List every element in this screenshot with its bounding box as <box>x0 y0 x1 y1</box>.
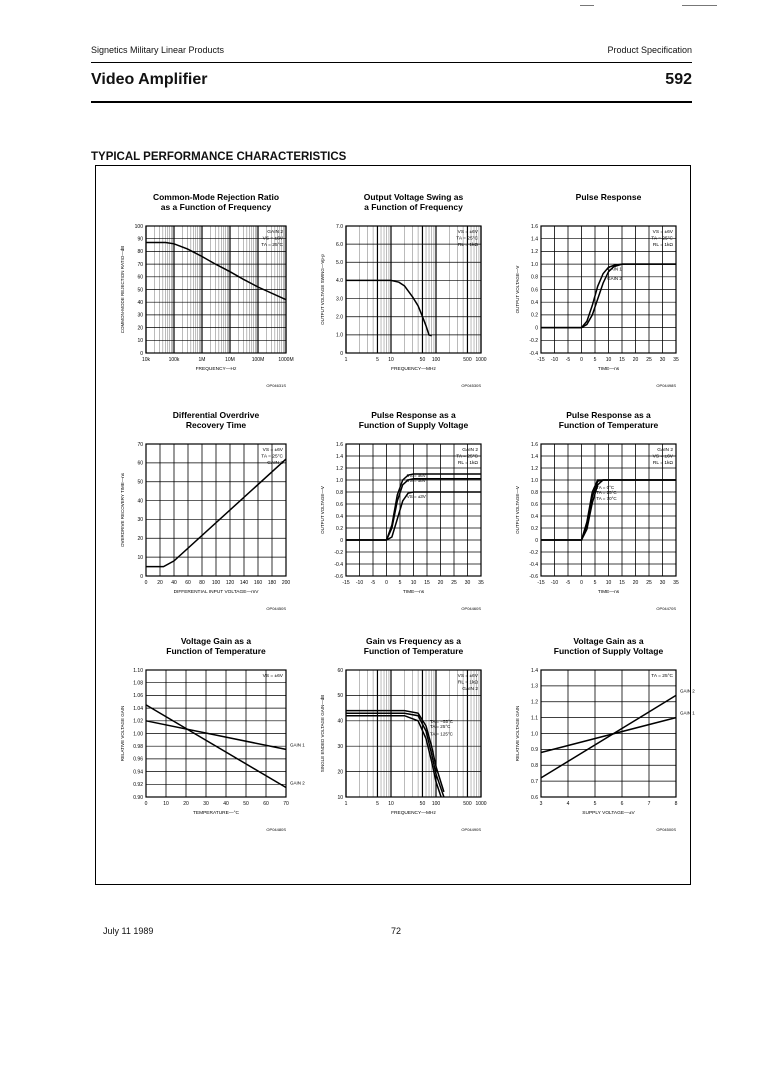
x-tick-label: 100 <box>431 801 441 807</box>
y-tick-label: -0.4 <box>334 561 343 568</box>
y-tick-label: 100 <box>134 223 143 230</box>
plot-area <box>346 670 481 797</box>
y-tick-label: 0.8 <box>531 763 538 770</box>
series-label: GAIN 2 <box>290 780 305 786</box>
y-tick-label: 1.6 <box>336 441 343 448</box>
x-tick-label: 7 <box>647 801 651 807</box>
y-tick-label: 0.8 <box>531 274 538 281</box>
y-tick-label: 0.90 <box>133 794 143 801</box>
y-tick-label: 1.1 <box>531 715 538 722</box>
y-axis-label: OUTPUT VOLTAGE—V <box>320 486 325 534</box>
series-label: TA = 70°C <box>596 495 617 501</box>
y-tick-label: 20 <box>137 325 143 332</box>
y-tick-label: 80 <box>137 249 143 256</box>
x-tick-label: 40 <box>223 801 229 807</box>
x-tick-label: 5 <box>376 801 379 807</box>
y-tick-label: 10 <box>137 338 143 345</box>
title-divider <box>91 101 692 103</box>
series-label: TA = 0°C <box>596 485 615 490</box>
y-tick-label: 1.4 <box>531 236 538 243</box>
x-tick-label: 35 <box>478 580 484 586</box>
y-tick-label: 2.0 <box>336 314 343 321</box>
x-tick-label: 0 <box>580 357 583 363</box>
x-tick-label: 1000 <box>475 801 487 807</box>
chart-title: Function of Supply Voltage <box>553 646 664 656</box>
y-tick-label: 40 <box>137 498 143 505</box>
x-tick-label: 10k <box>141 357 151 363</box>
y-tick-label: 1.0 <box>531 477 538 484</box>
chart-title: Differential Overdrive <box>172 410 260 420</box>
y-tick-label: 90 <box>137 236 143 243</box>
condition-label: GAIN 2 <box>267 230 283 235</box>
y-tick-label: 3.0 <box>336 296 343 303</box>
y-tick-label: 4.0 <box>336 278 343 285</box>
y-tick-label: 0.6 <box>531 501 538 508</box>
condition-label: VS = ±6V <box>262 448 283 453</box>
y-tick-label: 60 <box>337 667 343 674</box>
chart-cmrr <box>100 190 300 405</box>
y-tick-label: 1.06 <box>133 693 143 700</box>
y-tick-label: 50 <box>337 693 343 700</box>
y-tick-label: 0 <box>140 573 143 580</box>
series-label: GAIN 2 <box>607 276 622 282</box>
x-tick-label: 30 <box>203 801 209 807</box>
y-tick-label: -0.2 <box>529 549 538 556</box>
condition-label: TA = 25°C <box>456 236 478 242</box>
figure-code: OP04631S <box>266 383 286 388</box>
y-tick-label: 0.2 <box>531 312 538 319</box>
figure-code: OP04460S <box>461 606 481 611</box>
condition-label: GAIN 2 <box>462 687 478 692</box>
y-tick-label: -0.4 <box>529 350 538 357</box>
x-tick-label: 25 <box>451 580 457 586</box>
y-tick-label: 0.6 <box>531 287 538 294</box>
figure-code: OP04450S <box>266 606 286 611</box>
x-tick-label: 15 <box>424 580 430 586</box>
figure-code: OP04480S <box>266 827 286 832</box>
x-tick-label: 35 <box>673 357 679 363</box>
condition-label: VS = ±6V <box>262 236 283 242</box>
chart-title: a Function of Frequency <box>364 202 463 212</box>
header-divider <box>91 62 692 63</box>
chart-title: Function of Temperature <box>166 646 266 656</box>
series-label: TA = −55°C <box>430 718 454 724</box>
y-tick-label: 1.4 <box>531 667 538 674</box>
x-axis-label: FREQUENCY—Hz <box>195 367 237 372</box>
y-tick-label: 20 <box>337 769 343 776</box>
figure-code: OP04498S <box>656 383 676 388</box>
condition-label: GAIN 2 <box>462 448 478 453</box>
figure-code: OP04530S <box>461 383 481 388</box>
y-axis-label: OVERDRIVE RECOVERY TIME—ns <box>120 472 125 548</box>
x-tick-label: -5 <box>565 357 571 363</box>
x-tick-label: 25 <box>646 580 652 586</box>
y-tick-label: 0 <box>140 350 143 357</box>
x-tick-label: -15 <box>537 580 545 586</box>
series-label: VS = ±8V <box>406 477 426 483</box>
y-tick-label: 60 <box>137 460 143 467</box>
x-tick-label: 10 <box>605 580 612 586</box>
scan-mark <box>682 5 717 6</box>
x-tick-label: 140 <box>239 580 249 586</box>
y-tick-label: 1.0 <box>531 261 538 268</box>
series-label: TA = 25°C <box>596 489 617 495</box>
page-title: Video Amplifier <box>91 71 208 88</box>
y-tick-label: 1.0 <box>336 477 343 484</box>
y-tick-label: 1.04 <box>133 705 143 712</box>
x-tick-label: -15 <box>342 580 350 586</box>
series-label: VS = ±3V <box>406 494 426 499</box>
series-line <box>541 718 676 753</box>
chart-gain-temperature <box>100 634 305 849</box>
condition-label: GAIN 2 <box>657 448 673 453</box>
chart-gain-supply <box>495 634 695 849</box>
y-tick-label: 0.92 <box>133 782 143 789</box>
series-label: GAIN 2 <box>680 688 695 694</box>
y-tick-label: 0.96 <box>133 756 143 763</box>
x-tick-label: 15 <box>619 580 625 586</box>
series-label: GAIN 1 <box>607 266 622 272</box>
y-axis-label: OUTPUT VOLTAGE—V <box>515 265 520 314</box>
y-tick-label: 20 <box>137 536 143 543</box>
x-axis-label: FREQUENCY—MHz <box>391 367 436 372</box>
footer-date: July 11 1989 <box>103 926 154 936</box>
x-tick-label: 60 <box>263 801 269 807</box>
condition-label: RL = 1kΩ <box>457 461 478 466</box>
y-tick-label: 0.6 <box>336 501 343 508</box>
y-tick-label: 0 <box>535 537 538 544</box>
chart-title: Pulse Response as a <box>566 410 651 420</box>
y-tick-label: 60 <box>137 274 143 281</box>
x-tick-label: 100M <box>251 357 265 363</box>
figure-code: OP04490S <box>461 827 481 832</box>
x-tick-label: 5 <box>593 801 597 807</box>
condition-label: RL = 1kΩ <box>652 243 673 248</box>
x-tick-label: 30 <box>464 580 471 586</box>
x-tick-label: 1M <box>198 357 206 363</box>
y-tick-label: 70 <box>137 441 143 448</box>
x-tick-label: 70 <box>283 801 289 807</box>
x-tick-label: -10 <box>550 357 559 363</box>
series-label: GAIN 1 <box>290 742 305 748</box>
x-tick-label: 6 <box>620 801 624 807</box>
condition-label: VS = ±6V <box>457 674 478 679</box>
y-tick-label: 30 <box>137 517 143 524</box>
condition-label: RL = 1kΩ <box>652 461 673 466</box>
y-tick-label: 1.2 <box>336 465 343 472</box>
y-tick-label: 1.6 <box>531 223 538 230</box>
y-axis-label: RELATIVE VOLTAGE GAIN <box>515 705 520 762</box>
x-tick-label: 500 <box>463 357 472 363</box>
series-label: TA = 25°C <box>430 723 451 729</box>
y-tick-label: 70 <box>137 261 143 268</box>
x-tick-label: 5 <box>593 580 597 586</box>
scan-mark <box>580 5 594 6</box>
x-tick-label: 120 <box>225 580 235 586</box>
condition-label: VS = ±6V <box>262 674 283 679</box>
y-axis-label: COMMON-MODE REJECTION RATIO—dB <box>120 245 125 334</box>
x-tick-label: 5 <box>398 580 402 586</box>
x-tick-label: 4 <box>566 801 570 807</box>
condition-label: TA = 25°C <box>261 243 283 248</box>
x-tick-label: 15 <box>619 357 625 363</box>
chart-pulse-temperature <box>495 408 690 628</box>
y-tick-label: 1.08 <box>133 680 143 687</box>
figure-code: OP04470S <box>656 606 676 611</box>
x-tick-label: 50 <box>419 357 426 363</box>
series-line <box>146 721 286 750</box>
x-axis-label: FREQUENCY—MHz <box>391 811 436 816</box>
y-tick-label: -0.2 <box>529 338 538 345</box>
y-tick-label: 1.00 <box>133 731 143 738</box>
chart-title: Recovery Time <box>185 420 247 430</box>
y-tick-label: 1.10 <box>133 667 143 674</box>
y-tick-label: 0.9 <box>531 747 538 754</box>
condition-label: TA = 25°C <box>651 674 673 679</box>
x-tick-label: 10 <box>388 357 394 363</box>
x-axis-label: TEMPERATURE—°C <box>192 811 240 816</box>
y-tick-label: -0.2 <box>334 549 343 556</box>
x-tick-label: -10 <box>355 580 364 586</box>
y-tick-label: 7.0 <box>336 223 343 230</box>
x-tick-label: -15 <box>537 357 545 363</box>
x-tick-label: -10 <box>550 580 559 586</box>
x-tick-label: 1000 <box>475 357 487 363</box>
x-tick-label: 1 <box>344 357 348 363</box>
condition-label: RL = 1kΩ <box>457 243 478 248</box>
y-tick-label: 0.7 <box>531 778 538 785</box>
y-tick-label: 40 <box>137 300 143 306</box>
x-tick-label: 0 <box>144 580 148 586</box>
x-tick-label: 100 <box>211 580 221 586</box>
x-tick-label: 30 <box>659 580 666 586</box>
y-axis-label: RELATIVE VOLTAGE GAIN <box>120 705 125 762</box>
y-tick-label: 30 <box>137 312 143 319</box>
y-axis-label: SINGLE ENDED VOLTAGE GAIN—dB <box>320 694 325 773</box>
x-tick-label: 5 <box>376 357 379 363</box>
y-tick-label: 10 <box>337 794 343 801</box>
chart-output-swing <box>300 190 495 405</box>
x-tick-label: 80 <box>199 580 205 586</box>
y-tick-label: 0.8 <box>336 489 343 496</box>
y-tick-label: 0 <box>535 325 538 332</box>
x-tick-label: 35 <box>673 580 679 586</box>
x-tick-label: -5 <box>370 580 376 586</box>
condition-label: VS = ±6V <box>457 230 478 235</box>
y-tick-label: 0.98 <box>133 744 143 750</box>
y-tick-label: 1.0 <box>336 332 343 339</box>
chart-title: Function of Temperature <box>558 420 659 430</box>
x-tick-label: 180 <box>267 580 277 586</box>
chart-pulse-supply <box>300 408 495 628</box>
x-tick-label: 1000M <box>278 357 294 363</box>
condition-label: RL = 1kΩ <box>457 680 478 686</box>
x-tick-label: 0 <box>385 580 388 586</box>
chart-gain-frequency-temperature <box>300 634 495 849</box>
y-tick-label: 50 <box>137 287 143 294</box>
chart-title: as a Function of Frequency <box>160 202 272 212</box>
x-tick-label: 50 <box>419 801 426 807</box>
y-tick-label: 0.4 <box>531 513 538 520</box>
y-tick-label: 5.0 <box>336 260 343 267</box>
y-tick-label: 1.6 <box>531 441 538 448</box>
y-tick-label: 0 <box>340 350 343 357</box>
y-tick-label: 1.0 <box>531 731 538 738</box>
y-tick-label: 1.4 <box>336 453 343 460</box>
chart-title: Function of Temperature <box>363 646 464 656</box>
x-tick-label: 40 <box>171 580 177 586</box>
y-tick-label: -0.6 <box>334 573 343 580</box>
x-tick-label: 200 <box>281 580 291 586</box>
x-tick-label: 10 <box>410 580 417 586</box>
x-tick-label: 10 <box>605 357 612 363</box>
y-tick-label: 1.4 <box>531 453 538 460</box>
chart-title: Voltage Gain as a <box>180 636 252 646</box>
condition-label: TA = 25°C <box>456 454 478 460</box>
condition-label: VS = ±6V <box>652 454 673 460</box>
figure-code: OP04500S <box>656 827 676 832</box>
x-tick-label: 20 <box>632 580 639 586</box>
x-tick-label: 50 <box>243 801 249 807</box>
y-tick-label: 1.02 <box>133 718 143 725</box>
condition-label: GAIN 2 <box>267 461 283 466</box>
y-tick-label: 1.3 <box>531 683 538 690</box>
y-tick-label: 0.8 <box>531 489 538 496</box>
x-axis-label: DIFFERENTIAL INPUT VOLTAGE—mV <box>173 590 259 595</box>
x-tick-label: 3 <box>539 801 543 807</box>
x-tick-label: 100k <box>168 357 180 363</box>
part-number: 592 <box>665 71 692 88</box>
chart-title: Function of Supply Voltage <box>358 420 469 430</box>
y-tick-label: 0 <box>340 537 343 544</box>
header-spec-type: Product Specification <box>607 45 692 55</box>
x-tick-label: 100 <box>431 357 441 363</box>
x-tick-label: 60 <box>185 580 191 586</box>
x-tick-label: 20 <box>437 580 444 586</box>
chart-title: Pulse Response as a <box>371 410 456 420</box>
chart-title: Gain vs Frequency as a <box>366 636 461 646</box>
x-tick-label: 20 <box>157 580 163 586</box>
y-tick-label: 50 <box>137 479 143 486</box>
x-tick-label: -5 <box>565 580 571 586</box>
condition-label: TA = 25°C <box>651 236 673 242</box>
condition-label: TA = 25°C <box>261 454 283 460</box>
chart-pulse-response <box>495 190 690 405</box>
chart-title: Voltage Gain as a <box>573 636 644 646</box>
x-axis-label: TIME—ns <box>402 590 425 595</box>
x-tick-label: 10 <box>388 801 394 807</box>
y-axis-label: OUTPUT VOLTAGE—V <box>515 486 520 534</box>
page-number: 72 <box>391 926 402 936</box>
series-label: TA = 125°C <box>430 731 453 737</box>
chart-title: Pulse Response <box>575 192 642 202</box>
y-tick-label: -0.6 <box>529 573 538 580</box>
x-tick-label: 30 <box>659 357 666 363</box>
section-title: TYPICAL PERFORMANCE CHARACTERISTICS <box>91 151 347 163</box>
y-tick-label: 40 <box>337 718 343 725</box>
y-axis-label: OUTPUT VOLTAGE SWING—Vp-p <box>320 254 325 325</box>
x-tick-label: 160 <box>253 580 263 586</box>
chart-overdrive-recovery <box>100 408 300 628</box>
y-tick-label: 10 <box>137 554 143 561</box>
y-tick-label: 0.4 <box>336 513 343 520</box>
y-tick-label: 0.2 <box>336 525 343 532</box>
y-tick-label: 1.2 <box>531 465 538 472</box>
x-axis-label: SUPPLY VOLTAGE—±V <box>582 811 635 816</box>
x-tick-label: 20 <box>183 801 189 807</box>
series-label: GAIN 1 <box>680 710 695 716</box>
series-label: VS = ±6V <box>406 473 426 478</box>
y-tick-label: 1.2 <box>531 249 538 256</box>
chart-title: Output Voltage Swing as <box>363 192 464 202</box>
x-tick-label: 0 <box>144 801 148 807</box>
y-tick-label: 0.6 <box>531 794 538 801</box>
x-tick-label: 10M <box>225 357 235 363</box>
x-axis-label: TIME—ns <box>597 367 620 372</box>
x-tick-label: 500 <box>463 801 472 807</box>
header-product-line: Signetics Military Linear Products <box>91 45 225 55</box>
condition-label: VS = ±6V <box>652 230 673 235</box>
x-tick-label: 1 <box>344 801 348 807</box>
x-tick-label: 0 <box>580 580 583 586</box>
y-tick-label: 0.2 <box>531 525 538 532</box>
y-tick-label: 6.0 <box>336 241 343 248</box>
x-tick-label: 8 <box>674 801 678 807</box>
x-tick-label: 5 <box>593 357 597 363</box>
y-tick-label: 1.2 <box>531 699 538 706</box>
x-tick-label: 20 <box>632 357 639 363</box>
chart-title: Common-Mode Rejection Ratio <box>152 192 280 202</box>
x-axis-label: TIME—ns <box>597 590 620 595</box>
y-tick-label: 30 <box>337 744 343 750</box>
x-tick-label: 25 <box>646 357 652 363</box>
y-tick-label: -0.4 <box>529 561 538 568</box>
x-tick-label: 10 <box>163 801 169 807</box>
y-tick-label: 0.94 <box>133 769 143 776</box>
y-tick-label: 0.4 <box>531 300 538 306</box>
